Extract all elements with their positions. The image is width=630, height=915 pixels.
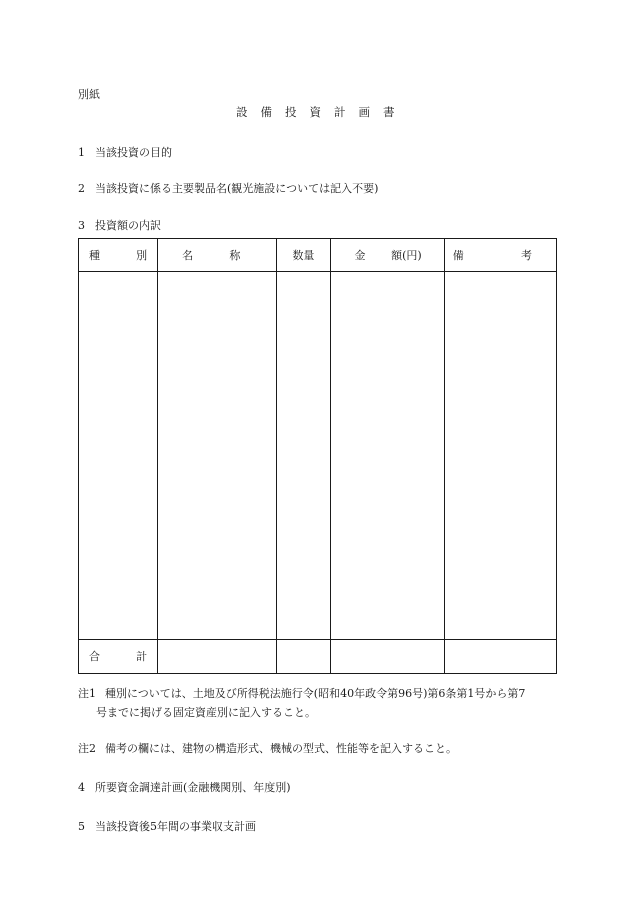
- total-char1: 合: [89, 650, 100, 664]
- section-text: 当該投資に係る主要製品名(観光施設については記入不要): [95, 182, 379, 195]
- header-amount: [330, 239, 444, 272]
- section-number: 1: [78, 146, 85, 159]
- note-text-line1: 種別については、土地及び所得税法施行令(昭和40年政令第96号)第6条第1号から第7: [105, 687, 526, 700]
- section-text: 所要資金調達計画(金融機関別、年度別): [95, 781, 291, 794]
- header-name-char2: 称: [229, 249, 241, 262]
- total-row: [79, 639, 557, 673]
- header-type-char2: 別: [136, 249, 148, 262]
- note-1: [78, 684, 525, 722]
- header-remarks-char2: 考: [521, 249, 532, 262]
- note-text-line2: 号までに掲げる固定資産別に記入すること。: [96, 706, 316, 719]
- section-text: 当該投資後5年間の事業収支計画: [95, 820, 256, 833]
- cell-name[interactable]: [158, 272, 277, 640]
- section-text: 投資額の内訳: [95, 219, 161, 232]
- section-number: 4: [78, 781, 85, 794]
- total-cell-remarks[interactable]: [444, 639, 556, 673]
- section-number: 2: [78, 182, 85, 195]
- table-row: [79, 272, 557, 640]
- section-business-plan: [78, 818, 256, 834]
- note-2: [78, 740, 457, 756]
- total-cell-quantity[interactable]: [277, 639, 330, 673]
- section-text: 当該投資の目的: [95, 146, 172, 159]
- cell-quantity[interactable]: [277, 272, 330, 640]
- header-quantity: [277, 239, 330, 272]
- header-remarks: [444, 239, 556, 272]
- header-quantity-label: 数量: [292, 249, 315, 262]
- note-text: 備考の欄には、建物の構造形式、機械の型式、性能等を記入すること。: [105, 742, 457, 755]
- header-name: [158, 239, 277, 272]
- cell-amount[interactable]: [330, 272, 444, 640]
- table-header-row: [79, 239, 557, 272]
- section-number: 5: [78, 820, 85, 833]
- attachment-label: 別紙: [78, 88, 100, 101]
- header-amount-char1: 金: [354, 249, 366, 262]
- cell-type[interactable]: [79, 272, 158, 640]
- header-amount-char2: 額(円): [391, 249, 422, 262]
- header-type: [79, 239, 158, 272]
- document-title: 設備投資計画書: [236, 105, 408, 119]
- section-funding: [78, 779, 291, 795]
- section-products: [78, 180, 378, 196]
- cell-remarks[interactable]: [444, 272, 556, 640]
- total-cell-amount[interactable]: [330, 639, 444, 673]
- total-label: [79, 639, 158, 673]
- note-label: 注2: [78, 742, 96, 755]
- section-breakdown: [78, 217, 161, 233]
- section-number: 3: [78, 219, 85, 232]
- total-char2: 計: [136, 650, 148, 664]
- header-name-char1: 名: [182, 249, 194, 262]
- total-cell-name[interactable]: [158, 639, 277, 673]
- section-purpose: [78, 144, 172, 160]
- investment-breakdown-table: [78, 238, 557, 674]
- header-type-char1: 種: [89, 249, 100, 262]
- note-label: 注1: [78, 687, 96, 700]
- header-remarks-char1: 備: [452, 249, 464, 262]
